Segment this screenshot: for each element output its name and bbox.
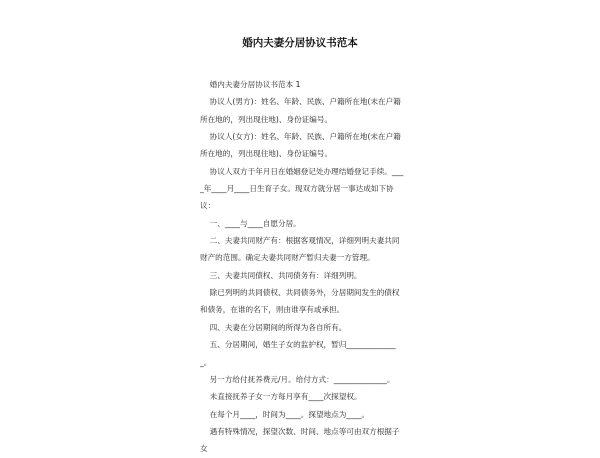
body-line-5: 一、____与____自愿分居。: [200, 218, 301, 228]
body-line-11: 另一方给付抚养费元/月。给付方式：______________。: [200, 374, 395, 384]
body-line-6: 二、夫妻共同财产有：根据客观情况，详细列明夫妻共同财产的范围。确定夫妻共同财产暂归夫妻一方管理。: [200, 236, 400, 263]
document-body: [200, 76, 405, 458]
body-line-7: 三、夫妻共同债权、共同债务有：详细列明。: [200, 270, 362, 280]
body-line-12: 未直接抚养子女一方每月享有____次探望权。: [200, 392, 362, 402]
body-line-9: 四、夫妻在分居期间的所得为各自所有。: [200, 322, 347, 332]
document-title: 婚内夫妻分居协议书范本: [242, 37, 358, 49]
body-line-3: 协议人(女方)：姓名、年龄、民族、户籍所在地(未在户籍所在地的，列出现住地)、身份证编号。: [200, 132, 401, 159]
body-line-8: 除已列明的共同债权、共同债务外，分居期间发生的债权和债务，在谁的名下，则由谁享有或承担。: [200, 288, 400, 315]
body-line-4: 协议人双方于年月日在婚姻登记处办理结婚登记手续。____年____月____日生育子女。现双方就分居一事达成如下协议：: [200, 166, 404, 211]
body-line-2: 协议人(男方)：姓名、年龄、民族、户籍所在地(未在户籍所在地的，列出现住地)、身份证编号。: [200, 97, 401, 124]
body-line-10: 五、分居期间，婚生子女的监护权，暂归______________。: [200, 340, 396, 367]
body-line-14: 遇有特殊情况，探望次数、时间、地点等可由双方根据子女: [200, 426, 400, 454]
body-line-13: 在每个月____，时间为____。探望地点为____。: [200, 409, 370, 419]
body-line-1: 婚内夫妻分居协议书范本 1: [200, 80, 301, 89]
